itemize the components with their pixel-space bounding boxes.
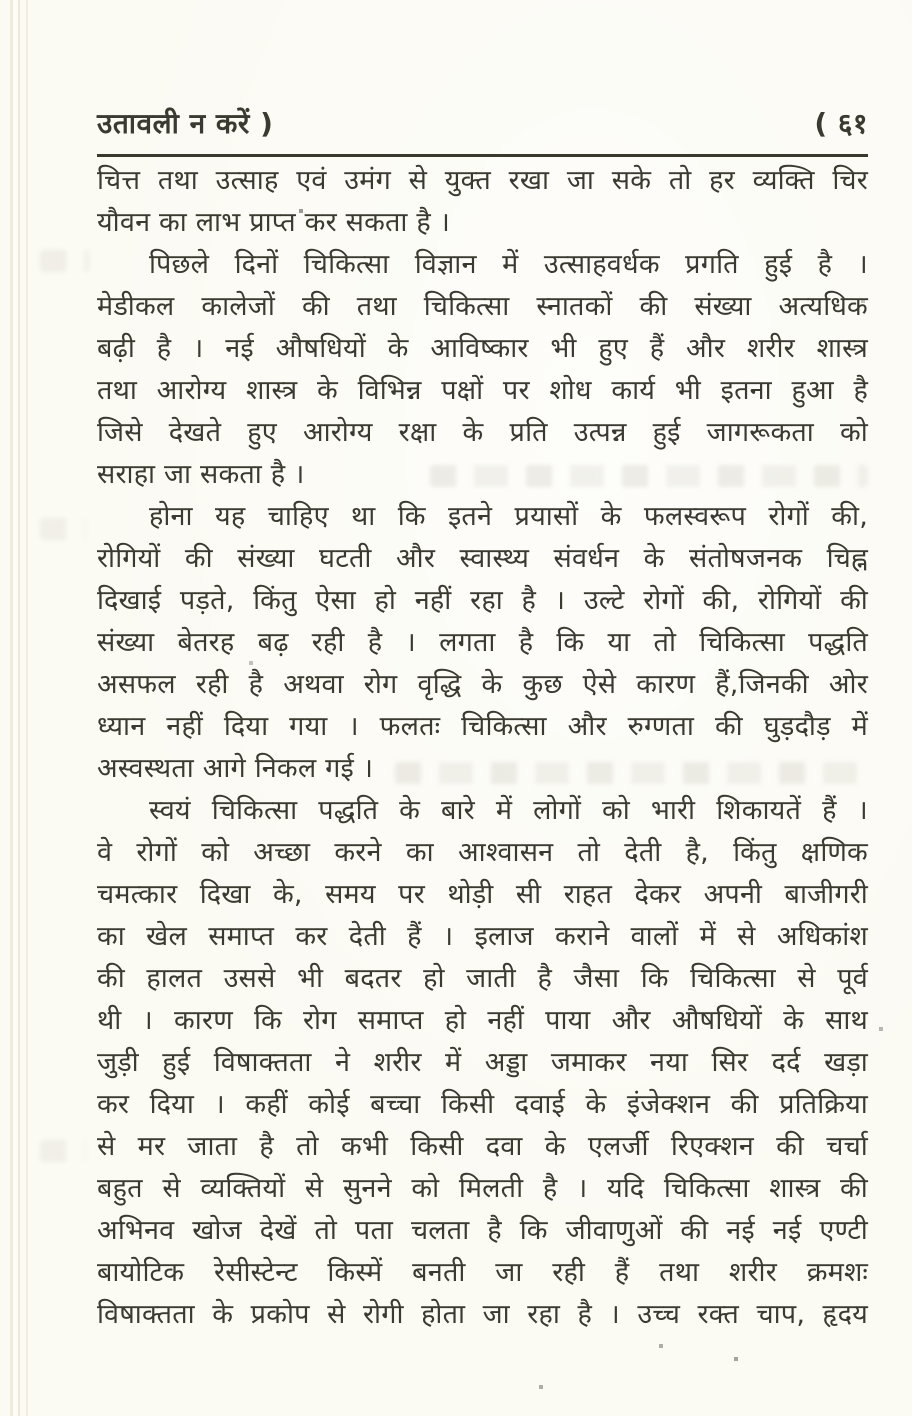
text-line: तथा आरोग्य शास्त्र के विभिन्न पक्षों पर शोध कार्य भी इतना हुआ है: [97, 375, 868, 406]
text-line: का खेल समाप्त कर देती हैं । इलाज कराने वालों में से अधिकांश: [97, 921, 868, 952]
text-line: जुड़ी हुई विषाक्तता ने शरीर में अड्डा जमाकर नया सिर दर्द खड़ा: [97, 1047, 868, 1078]
ink-bleed-through-artifact: [40, 1140, 86, 1162]
scan-noise-specks: [0, 0, 2, 2]
ink-bleed-through-artifact: [430, 465, 868, 487]
text-line: रोगियों की संख्या घटती और स्वास्थ्य संवर्धन के संतोषजनक चिह्न: [97, 543, 868, 574]
text-line: की हालत उससे भी बदतर हो जाती है जैसा कि चिकित्सा से पूर्व: [97, 963, 868, 994]
page-header: [97, 104, 868, 142]
page-number: ( ६१: [814, 107, 868, 140]
text-line: से मर जाता है तो कभी किसी दवा के एलर्जी रिएक्शन की चर्चा: [97, 1131, 868, 1162]
text-line: होना यह चाहिए था कि इतने प्रयासों के फलस्वरूप रोगों की,: [149, 501, 868, 532]
header-rule: [97, 154, 868, 157]
running-title: उतावली न करें ): [97, 107, 274, 140]
text-line: थी । कारण कि रोग समाप्त हो नहीं पाया और औषधियों के साथ: [97, 1005, 868, 1036]
text-line: ध्यान नहीं दिया गया । फलतः चिकित्सा और रुग्णता की घुड़दौड़ में: [97, 711, 868, 742]
text-line: चमत्कार दिखा के, समय पर थोड़ी सी राहत देकर अपनी बाजीगरी: [97, 879, 868, 910]
text-line: कर दिया । कहीं कोई बच्चा किसी दवाई के इंजेक्शन की प्रतिक्रिया: [97, 1089, 868, 1120]
ink-bleed-through-artifact: [395, 762, 875, 784]
text-line: सराहा जा सकता है ।: [97, 459, 305, 490]
text-line: यौवन का लाभ प्राप्त कर सकता है ।: [97, 207, 451, 238]
text-line: मेडीकल कालेजों की तथा चिकित्सा स्नातकों की संख्या अत्यधिक: [97, 291, 868, 322]
binding-crease: [10, 0, 34, 1416]
text-line: स्वयं चिकित्सा पद्धति के बारे में लोगों को भारी शिकायतें हैं ।: [149, 795, 868, 826]
text-line: बढ़ी है । नई औषधियों के आविष्कार भी हुए हैं और शरीर शास्त्र: [97, 333, 868, 364]
text-line: अभिनव खोज देखें तो पता चलता है कि जीवाणुओं की नई नई एण्टी: [97, 1215, 868, 1246]
text-line: बहुत से व्यक्तियों से सुनने को मिलती है । यदि चिकित्सा शास्त्र की: [97, 1173, 868, 1204]
text-line: चित्त तथा उत्साह एवं उमंग से युक्त रखा जा सके तो हर व्यक्ति चिर: [97, 165, 868, 196]
ink-bleed-through-artifact: [40, 518, 86, 540]
text-line: असफल रही है अथवा रोग वृद्धि के कुछ ऐसे कारण हैं,जिनकी ओर: [97, 669, 868, 700]
text-line: वे रोगों को अच्छा करने का आश्वासन तो देती है, किंतु क्षणिक: [97, 837, 868, 868]
ink-bleed-through-artifact: [40, 250, 90, 272]
text-line: विषाक्तता के प्रकोप से रोगी होता जा रहा है । उच्च रक्त चाप, हृदय: [97, 1299, 868, 1330]
text-line: जिसे देखते हुए आरोग्य रक्षा के प्रति उत्पन्न हुई जागरूकता को: [97, 417, 868, 448]
text-line: बायोटिक रेसीस्टेन्ट किस्में बनती जा रही हैं तथा शरीर क्रमशः: [97, 1257, 868, 1288]
body-text: [97, 160, 868, 1336]
text-line: संख्या बेतरह बढ़ रही है । लगता है कि या तो चिकित्सा पद्धति: [97, 627, 868, 658]
text-line: पिछले दिनों चिकित्सा विज्ञान में उत्साहवर्धक प्रगति हुई है ।: [149, 249, 868, 280]
text-line: दिखाई पड़ते, किंतु ऐसा हो नहीं रहा है । उल्टे रोगों की, रोगियों की: [97, 585, 868, 616]
text-line: अस्वस्थता आगे निकल गई ।: [97, 753, 374, 784]
